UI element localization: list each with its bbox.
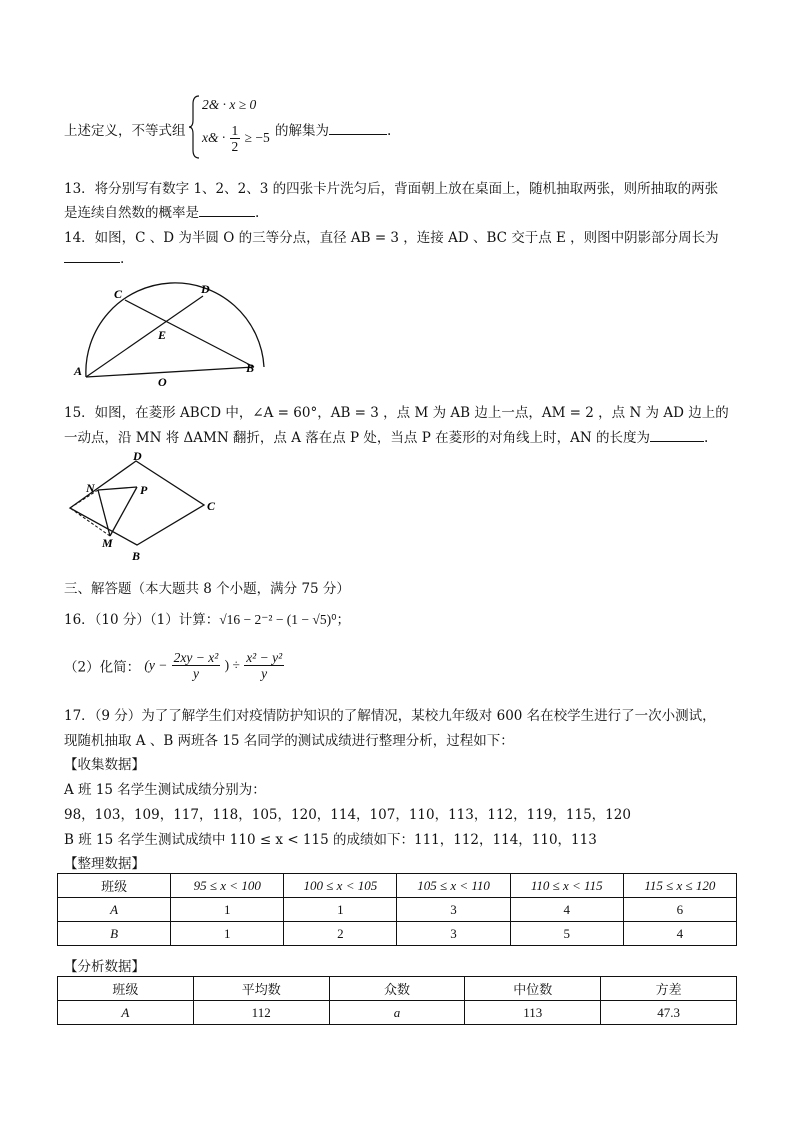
q14-label-b: B [246,361,255,375]
q17-organize-title: 【整理数据】 [64,856,145,872]
table-header-cell: 95 ≤ x < 100 [171,874,284,898]
q16-f2-den: y [261,666,268,681]
table-row [58,898,737,922]
q17-a-scores: 98，103，109，117，118，105，120，114，107，110，113，112，119，115，120 [64,807,631,823]
q14-line-bc [125,300,254,367]
table-cell: 6 [623,898,736,922]
q12-answer-blank[interactable] [329,122,387,135]
table-cell: a [329,1001,465,1025]
q13-line2-wrap [64,201,259,221]
table-header-cell: 110 ≤ x < 115 [510,874,623,898]
table-header-cell: 班级 [58,874,171,898]
table-cell: 113 [465,1001,601,1025]
q12-prefix: 上述定义，不等式组 [64,123,186,139]
q15-label-c: C [207,499,216,513]
table-header-cell: 平均数 [193,977,329,1001]
section3-heading: 三、解答题（本大题共 8 个小题，满分 75 分） [64,581,350,597]
table-cell: A [58,1001,194,1025]
q12-end: . [387,123,392,139]
q15-end: . [703,430,709,446]
q13-answer-blank[interactable] [199,204,255,217]
q17-analyze-title: 【分析数据】 [64,959,145,975]
q15-line2-wrap [64,426,708,446]
q15-label-n: N [86,481,95,495]
table-header-cell: 100 ≤ x < 105 [284,874,397,898]
q14-line-ad [86,296,203,377]
q13-line1: 13．将分别写有数字 1、2、2、3 的四张卡片洗匀后，背面朝上放在桌面上，随机抽取两张，则所抽取的两张 [64,181,719,197]
q12-suffix-wrap [275,119,391,139]
table-cell: 5 [510,922,623,946]
table-header-cell: 中位数 [465,977,601,1001]
q16-part2-prefix: （2）化简： [64,659,141,676]
q15-rhombus-figure [62,448,232,566]
q12-suffix: 的解集为 [275,123,329,139]
table-cell: 3 [397,922,510,946]
table-header-cell: 班级 [58,977,194,1001]
q12-line1: 2& · x ≥ 0 [202,97,257,112]
table-row [58,922,737,946]
q17-line1: 17．（9 分）为了了解学生们对疫情防护知识的了解情况，某校九年级对 600 名在校学生进行了一次小测试， [64,708,716,724]
q17-analyze-table [57,976,737,1025]
q16-part1-end: ； [336,612,350,628]
table-cell: 1 [171,898,284,922]
q15-rhombus [70,461,204,545]
q14-line1: 14．如图，C 、D 为半圆 O 的三等分点，直径 AB = 3 ，连接 AD 、BC 交于点 E ，则图中阴影部分周长为 [64,230,719,246]
table-cell: 2 [284,922,397,946]
q15-line2: 一动点，沿 MN 将 ΔAMN 翻折，点 A 落在点 P 处，当点 P 在菱形的对角线上时，AN 的长度为 [64,430,650,446]
q12-line2 [202,123,270,154]
table-cell: 1 [284,898,397,922]
q16-part1-prefix: 16．（10 分）（1）计算： [64,612,220,628]
q14-label-e: E [158,328,167,342]
q15-answer-blank[interactable] [650,429,704,442]
table-cell: 1 [171,922,284,946]
q12-frac-den: 2 [231,139,239,154]
q16-f2-num: x² − y² [246,650,283,665]
q14-label-o: O [158,375,167,389]
q17-a-intro: A 班 15 名学生测试成绩分别为： [64,782,266,798]
q13-line2: 是连续自然数的概率是 [64,205,199,221]
q16-part2-close: ) ÷ [224,657,240,673]
table-cell: 47.3 [601,1001,737,1025]
table-header-row [58,977,737,1001]
q13-end: . [255,205,260,221]
table-header-row [58,874,737,898]
q14-answer-blank[interactable] [64,250,120,263]
q12-fraction [230,123,241,154]
q14-label-c: C [114,287,123,301]
q15-label-m: M [102,536,113,550]
table-header-cell: 105 ≤ x < 110 [397,874,510,898]
q17-b-intro: B 班 15 名学生测试成绩中 110 ≤ x < 115 的成绩如下：111，112，114，110，113 [64,832,597,848]
q12-line2-a: x& · [202,130,226,145]
table-cell: A [58,898,171,922]
q15-label-d: D [133,449,142,463]
q16-f1-num: 2xy − x² [173,650,219,665]
q16-f1-den: y [192,666,199,681]
table-header-cell: 众数 [329,977,465,1001]
q16-part1-expr: √16 − 2⁻² − (1 − √5)⁰ [219,612,337,627]
q15-label-p: P [140,483,148,497]
q16-part2 [64,650,284,681]
q15-label-b: B [132,549,141,563]
q15-line1: 15．如图，在菱形 ABCD 中，∠A = 60°，AB = 3 ，点 M 为 AB 边上一点，AM = 2 ，点 N 为 AD 边上的 [64,405,729,421]
q15-np [98,487,137,490]
q16-fraction-1 [172,650,221,681]
q16-part1 [64,608,350,628]
q17-line2: 现随机抽取 A 、B 两班各 15 名同学的测试成绩进行整理分析，过程如下： [64,733,514,749]
q17-collect-title: 【收集数据】 [64,757,145,773]
table-cell: 4 [623,922,736,946]
table-header-cell: 115 ≤ x ≤ 120 [623,874,736,898]
q14-diameter [86,367,254,377]
q14-line2-wrap [64,250,124,267]
q14-end: . [120,251,125,267]
q14-semicircle-figure [72,280,272,390]
q16-fraction-2 [244,650,284,681]
table-cell: 112 [193,1001,329,1025]
q12-frac-num: 1 [231,123,239,138]
q15-mp [110,487,137,536]
table-cell: 4 [510,898,623,922]
q16-part2-open: (y − [144,657,168,673]
q17-organize-table [57,873,737,946]
table-row [58,1001,737,1025]
table-cell: 3 [397,898,510,922]
q14-arc [86,283,264,377]
table-header-cell: 方差 [601,977,737,1001]
q14-label-d: D [201,282,210,296]
q14-label-a: A [74,364,83,378]
table-cell: B [58,922,171,946]
q12-brace [189,94,201,160]
q12-line2-b: ≥ −5 [244,130,270,145]
